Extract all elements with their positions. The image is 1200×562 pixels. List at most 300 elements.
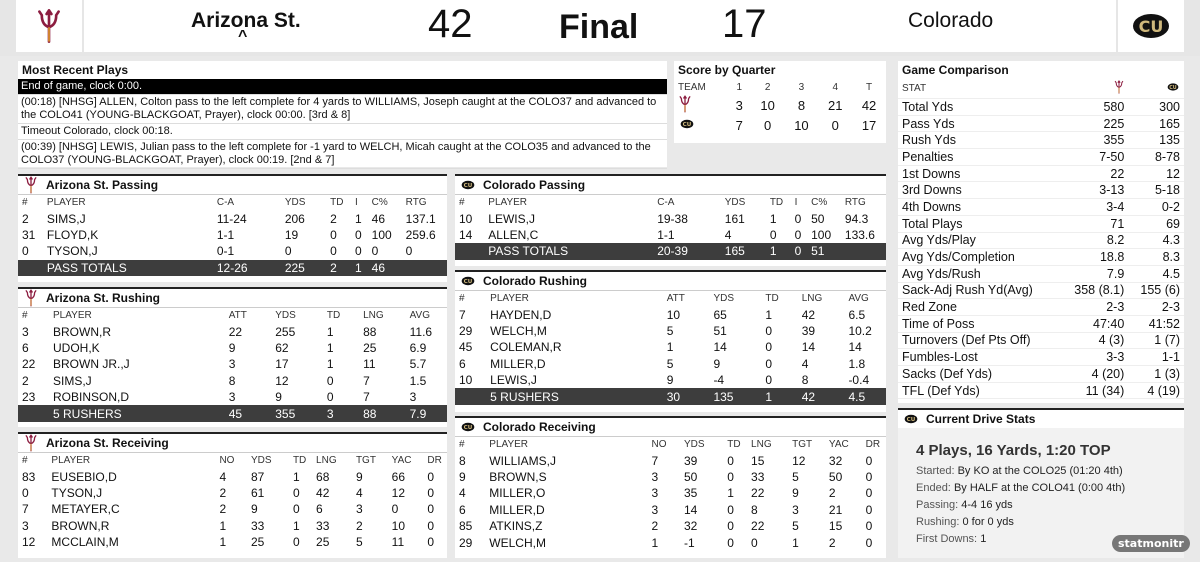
table-cell: 0 — [292, 535, 300, 550]
table-cell: 0 — [765, 373, 773, 388]
away-score: 17 — [722, 2, 767, 46]
stat-label: Time of Poss — [902, 316, 975, 331]
table-cell: 259.6 — [405, 228, 436, 243]
table-cell: 0 — [427, 535, 435, 550]
table-row — [455, 211, 886, 227]
stat-label: 4th Downs — [902, 199, 962, 214]
table-cell: 22 — [751, 519, 765, 534]
table-cell: 6.5 — [848, 307, 866, 322]
column-header: YDS — [683, 439, 705, 451]
table-cell: 0 — [284, 244, 292, 259]
table-cell: 4 — [801, 356, 809, 371]
drive-summary: 4 Plays, 16 Yards, 1:20 TOP — [916, 442, 1111, 459]
pitchfork-icon — [678, 95, 692, 113]
table-cell: 135 — [709, 388, 761, 404]
table-cell: PASS TOTALS — [43, 260, 213, 276]
table-cell: 8 — [228, 373, 236, 388]
table-cell: BROWN JR.,J — [53, 357, 130, 372]
table-cell: 9 — [792, 486, 799, 501]
table-cell: 1 — [727, 486, 734, 501]
table-row — [455, 339, 886, 355]
column-header: LNG — [363, 310, 384, 322]
play-item: End of game, clock 0:00. — [18, 79, 667, 95]
cu-buffalo-icon — [902, 412, 920, 426]
drive-passing: Passing: 4-4 16 yds — [916, 499, 1013, 511]
stat-value: 1 (3) — [1154, 366, 1180, 381]
table-cell: 0 — [865, 535, 873, 550]
stat-value: 5-18 — [1154, 183, 1180, 198]
table-cell: 9 — [250, 502, 258, 517]
table-cell: 165 — [721, 243, 766, 259]
table-cell: HAYDEN,D — [490, 307, 552, 322]
column-header: TD — [769, 197, 784, 209]
table-cell: 42 — [316, 486, 330, 501]
cu-buffalo-icon — [1131, 6, 1171, 46]
table-cell: 0 — [794, 211, 802, 226]
table-cell: 12 — [22, 535, 36, 550]
table-cell: 15 — [751, 453, 765, 468]
table-cell: 46 — [368, 260, 402, 276]
table-cell: ALLEN,C — [488, 228, 539, 243]
comparison-row — [898, 349, 1184, 366]
table-cell: 88 — [359, 405, 406, 421]
table-cell: 31 — [22, 228, 36, 243]
table-cell: 14 — [848, 340, 862, 355]
stat-label: Pass Yds — [902, 116, 955, 131]
table-cell: 0 — [727, 470, 734, 485]
stat-value: 22 — [1110, 166, 1125, 181]
table-cell: 0 — [865, 502, 873, 517]
table-cell: 32 — [828, 453, 843, 468]
table-cell: 88 — [363, 324, 377, 339]
table-cell: 29 — [459, 535, 473, 550]
table-cell: 1 — [792, 535, 799, 550]
table-cell: 2 — [326, 260, 351, 276]
stat-value: 4.3 — [1162, 233, 1180, 248]
table-cell: 2 — [651, 519, 659, 534]
sbq-header: 2 — [764, 81, 771, 93]
stat-value: 0-2 — [1161, 199, 1180, 214]
table-cell: MILLER,D — [490, 356, 546, 371]
table-cell: 0 — [727, 502, 734, 517]
table-cell: 14 — [459, 228, 473, 243]
asu-receiving-panel — [18, 434, 447, 558]
column-header: YDS — [284, 197, 306, 209]
table-cell: 5 — [792, 519, 799, 534]
asu-passing-title: Arizona St. Passing — [46, 178, 159, 192]
table-cell: 10 — [459, 373, 473, 388]
table-header-row — [455, 291, 886, 307]
table-cell: 66 — [391, 469, 406, 484]
stat-value: 1 (7) — [1154, 333, 1180, 348]
table-cell: 3 — [228, 390, 236, 405]
table-row: 3 10 8 21 42 — [674, 95, 886, 116]
comparison-row — [898, 99, 1184, 116]
stat-value: 8-78 — [1154, 149, 1180, 164]
comparison-row — [898, 382, 1184, 399]
table-cell: 1.8 — [848, 356, 866, 371]
play-item: (00:18) [NHSG] ALLEN, Colton pass to the left complete for 4 yards to WILLIAMS, Joseph caught at the COLO37 and advanced to the COLO41 (YOUNG-BLACKGOAT, Prayer), clock 00:00. [3rd & 8] — [18, 95, 667, 124]
stat-label: Red Zone — [902, 300, 957, 315]
stat-value: 135 — [1159, 133, 1180, 148]
stat-header: STAT — [902, 83, 927, 94]
table-cell: 3 — [22, 324, 29, 339]
cu-receiving-panel — [455, 418, 886, 558]
comparison-row — [898, 249, 1184, 266]
table-cell: 0 — [427, 502, 435, 517]
cu-rushing-panel — [455, 272, 886, 412]
stat-value: 12 — [1166, 166, 1180, 181]
comparison-row — [898, 299, 1184, 316]
table-cell — [841, 243, 886, 259]
stat-label: Avg Yds/Completion — [902, 250, 1015, 265]
column-header: C-A — [216, 197, 235, 209]
column-header: ATT — [666, 293, 685, 305]
table-header-row — [455, 437, 886, 453]
table-cell: 9 — [713, 356, 721, 371]
recent-plays-title: Most Recent Plays — [22, 63, 129, 77]
table-cell: 1 — [326, 357, 334, 372]
cu-buffalo-icon — [678, 117, 696, 131]
table-row — [18, 518, 447, 534]
comparison-row — [898, 332, 1184, 349]
game-comparison-panel — [898, 61, 1184, 403]
statmonitr-logo[interactable]: statmonitr — [1112, 535, 1190, 552]
table-cell: 100 — [371, 228, 392, 243]
table-row — [18, 211, 447, 227]
comparison-row — [898, 366, 1184, 383]
stat-value: 155 (6) — [1140, 283, 1180, 298]
table-row — [455, 485, 886, 501]
table-cell: 1 — [351, 260, 368, 276]
stat-value: 47:40 — [1093, 316, 1125, 331]
column-header: PLAYER — [490, 293, 529, 305]
column-header: AVG — [848, 293, 869, 305]
column-header: YDS — [713, 293, 734, 305]
table-cell: 32 — [683, 519, 698, 534]
stat-value: 7.9 — [1106, 266, 1125, 281]
comparison-row — [898, 315, 1184, 332]
table-cell: -1 — [683, 535, 695, 550]
table-cell: 22 — [751, 486, 765, 501]
column-header: TD — [765, 293, 779, 305]
table-header-row — [18, 308, 447, 324]
table-cell: 0 — [427, 469, 435, 484]
cu-buffalo-icon — [459, 178, 477, 192]
column-header: C% — [371, 197, 388, 209]
column-header: # — [459, 197, 465, 209]
expand-caret-icon[interactable]: ^ — [238, 28, 248, 45]
comparison-row — [898, 199, 1184, 216]
column-header: YAC — [391, 455, 412, 467]
column-header: PLAYER — [488, 197, 528, 209]
table-cell: -4 — [713, 373, 725, 388]
table-cell: 0 — [727, 535, 734, 550]
table-cell: 51 — [807, 243, 841, 259]
table-cell: WELCH,M — [490, 324, 547, 339]
table-cell: 5.7 — [409, 357, 427, 372]
drive-rushing: Rushing: 0 for 0 yds — [916, 516, 1014, 528]
stat-value: 355 — [1103, 133, 1125, 148]
cu-rushing-table — [455, 290, 886, 405]
column-header: RTG — [844, 197, 866, 209]
drive-first-downs: First Downs: 1 — [916, 533, 987, 545]
totals-row — [455, 388, 886, 404]
stat-value: 71 — [1110, 216, 1125, 231]
stat-value: 41:52 — [1148, 316, 1180, 331]
table-cell: 65 — [713, 307, 727, 322]
table-cell: 9 — [666, 373, 674, 388]
table-cell: SIMS,J — [53, 373, 92, 388]
table-cell: 4 — [219, 469, 227, 484]
table-cell: 42 — [801, 307, 816, 322]
table-cell: 225 — [281, 260, 326, 276]
stat-value: 18.8 — [1099, 250, 1125, 265]
stat-value: 11 (34) — [1085, 383, 1125, 398]
table-cell: 39 — [683, 453, 698, 468]
home-logo — [16, 0, 82, 52]
table-row — [18, 340, 447, 356]
table-cell: 0 — [794, 228, 802, 243]
table-cell: ATKINS,Z — [489, 519, 543, 534]
table-cell: 39 — [801, 324, 816, 339]
stat-label: Total Yds — [902, 99, 954, 114]
table-cell: 1 — [769, 211, 777, 226]
stat-value: 8.2 — [1106, 233, 1125, 248]
table-row — [18, 469, 447, 485]
drive-started: Started: By KO at the COLO25 (01:20 4th) — [916, 465, 1123, 477]
stat-value: 69 — [1166, 216, 1180, 231]
stat-value: 3-4 — [1106, 199, 1125, 214]
score-by-quarter-panel — [674, 61, 886, 143]
table-cell: 5 RUSHERS — [49, 405, 225, 421]
table-cell: 1 — [292, 518, 300, 533]
table-cell: MCCLAIN,M — [51, 535, 119, 550]
table-cell: 1 — [355, 211, 362, 226]
table-cell: 6 — [459, 356, 466, 371]
stat-value: 3-3 — [1106, 350, 1125, 365]
stat-label: 3rd Downs — [902, 183, 962, 198]
table-cell: 4 — [459, 486, 466, 501]
asu-passing-panel — [18, 176, 447, 282]
play-item: (00:39) [NHSG] LEWIS, Julian pass to the left complete for -1 yard to WELCH, Micah caught at the COLO35 and advanced to the COLO37 (YOUNG-BLACKGOAT, Prayer), clock 00:19. [2nd & 7] — [18, 140, 667, 169]
away-logo — [1118, 0, 1184, 52]
table-cell: 12 — [792, 453, 806, 468]
table-cell: 11-24 — [216, 211, 247, 226]
column-header: PLAYER — [489, 439, 529, 451]
table-cell: 33 — [250, 518, 265, 533]
table-cell: 0 — [22, 486, 29, 501]
table-cell: 50 — [811, 211, 825, 226]
table-cell: 45 — [225, 405, 272, 421]
table-cell: 1 — [761, 388, 797, 404]
table-cell: 22 — [228, 324, 243, 339]
table-cell: 2 — [828, 535, 836, 550]
home-score: 42 — [428, 2, 473, 46]
column-header: # — [459, 293, 465, 305]
table-cell: 14 — [683, 502, 698, 517]
table-cell: 0 — [326, 390, 334, 405]
comparison-row — [898, 265, 1184, 282]
table-cell: 2 — [22, 373, 29, 388]
asu-rushing-panel — [18, 289, 447, 427]
stat-label: TFL (Def Yds) — [902, 383, 980, 398]
table-cell: 2 — [219, 486, 227, 501]
cu-buffalo-icon — [1166, 81, 1180, 93]
table-cell — [18, 260, 43, 276]
table-cell: 12 — [391, 486, 406, 501]
table-cell: 6 — [459, 502, 466, 517]
table-cell: 15 — [828, 519, 843, 534]
table-cell: UDOH,K — [53, 341, 100, 356]
table-cell: 2 — [219, 502, 227, 517]
sbq-header: TEAM — [678, 81, 706, 93]
table-cell: 1 — [219, 518, 227, 533]
table-cell: BROWN,R — [51, 518, 110, 533]
stat-value: 4 (20) — [1091, 366, 1125, 381]
totals-row — [455, 243, 886, 259]
recent-plays-panel — [18, 61, 667, 167]
cu-receiving-table — [455, 436, 886, 551]
stat-label: Penalties — [902, 149, 954, 164]
table-row — [455, 356, 886, 372]
table-cell: 42 — [798, 388, 845, 404]
stat-value: 4 (3) — [1098, 333, 1125, 348]
table-cell: 0-1 — [216, 244, 235, 259]
comparison-row — [898, 115, 1184, 132]
table-cell: WELCH,M — [489, 535, 546, 550]
stat-label: Avg Yds/Rush — [902, 266, 981, 281]
table-header-row — [18, 453, 447, 469]
column-header: # — [22, 455, 28, 467]
table-cell: 0 — [292, 486, 300, 501]
table-cell: 85 — [459, 519, 473, 534]
cu-passing-table — [455, 194, 886, 260]
column-header: I — [355, 197, 358, 209]
column-header: TGT — [792, 439, 813, 451]
table-cell: 11 — [391, 535, 405, 550]
column-header: YDS — [724, 197, 746, 209]
table-cell: 33 — [316, 518, 330, 533]
asu-receiving-table — [18, 452, 447, 550]
table-cell: 0 — [355, 228, 362, 243]
column-header: TD — [326, 310, 341, 322]
table-row — [18, 324, 447, 340]
table-cell: 2 — [355, 518, 363, 533]
table-cell: 1 — [292, 469, 300, 484]
table-cell: 8 — [751, 502, 758, 517]
stat-value: 165 — [1159, 116, 1180, 131]
table-cell: 3 — [323, 405, 359, 421]
sbq-header: 1 — [736, 81, 743, 93]
cu-receiving-title: Colorado Receiving — [483, 420, 596, 434]
table-cell: 8 — [459, 453, 466, 468]
asu-rushing-table — [18, 307, 447, 422]
table-cell: 62 — [275, 341, 289, 356]
comparison-row — [898, 132, 1184, 149]
table-cell: BROWN,S — [489, 470, 547, 485]
table-cell: 10 — [459, 211, 473, 226]
column-header: NO — [219, 455, 235, 467]
totals-row — [18, 260, 447, 276]
table-cell: 3 — [651, 502, 659, 517]
table-cell: 4.5 — [844, 388, 886, 404]
comparison-row — [898, 215, 1184, 232]
table-cell: 1 — [326, 324, 334, 339]
table-cell: 206 — [284, 211, 305, 226]
comparison-row — [898, 232, 1184, 249]
column-header: YDS — [250, 455, 272, 467]
stat-value: 580 — [1103, 99, 1125, 114]
table-cell: 355 — [271, 405, 323, 421]
table-cell: MILLER,D — [489, 502, 545, 517]
home-team-name[interactable]: Arizona St. — [191, 9, 301, 32]
table-cell: 3 — [355, 502, 363, 517]
game-status: Final — [559, 8, 639, 46]
play-item: Timeout Colorado, clock 00:18. — [18, 124, 667, 140]
table-cell: WILLIAMS,J — [489, 453, 556, 468]
table-cell: 25 — [316, 535, 330, 550]
table-cell: 17 — [275, 357, 289, 372]
comparison-row — [898, 149, 1184, 166]
table-cell: EUSEBIO,D — [51, 469, 117, 484]
column-header: # — [459, 439, 465, 451]
table-row — [455, 453, 886, 469]
column-header: TGT — [355, 455, 376, 467]
table-row — [455, 323, 886, 339]
table-cell: LEWIS,J — [490, 373, 537, 388]
table-cell: MILLER,O — [489, 486, 546, 501]
table-cell: 21 — [828, 502, 843, 517]
table-row — [18, 356, 447, 372]
table-row — [455, 518, 886, 534]
pitchfork-icon — [1114, 80, 1124, 94]
column-header: RTG — [405, 197, 427, 209]
column-header: # — [22, 197, 28, 209]
column-header: YAC — [828, 439, 849, 451]
table-cell: 0 — [330, 228, 337, 243]
column-header: C% — [811, 197, 828, 209]
stat-value: 225 — [1103, 116, 1125, 131]
table-cell: -0.4 — [848, 373, 870, 388]
asu-receiving-title: Arizona St. Receiving — [46, 436, 169, 450]
table-cell: 100 — [811, 228, 832, 243]
column-header: LNG — [801, 293, 823, 305]
table-cell: 7.9 — [406, 405, 447, 421]
table-header-row — [455, 195, 886, 211]
table-cell: 5 — [792, 470, 799, 485]
table-cell — [455, 388, 486, 404]
table-cell: 50 — [683, 470, 698, 485]
stat-value: 3-13 — [1099, 183, 1125, 198]
away-team-name[interactable]: Colorado — [908, 9, 994, 32]
comparison-row — [898, 182, 1184, 199]
table-cell: 1 — [651, 535, 659, 550]
column-header: NO — [651, 439, 667, 451]
scoreboard-header — [0, 0, 1200, 56]
table-cell: 14 — [713, 340, 727, 355]
table-cell: 10 — [391, 518, 406, 533]
table-cell: 9 — [355, 469, 363, 484]
column-header: LNG — [751, 439, 772, 451]
table-header-row — [18, 195, 447, 211]
table-cell: 9 — [275, 390, 282, 405]
table-cell: TYSON,J — [51, 486, 103, 501]
stat-label: Avg Yds/Play — [902, 233, 976, 248]
table-cell: 4 — [724, 228, 732, 243]
stat-value: 300 — [1159, 99, 1180, 114]
table-cell: 1 — [765, 307, 773, 322]
